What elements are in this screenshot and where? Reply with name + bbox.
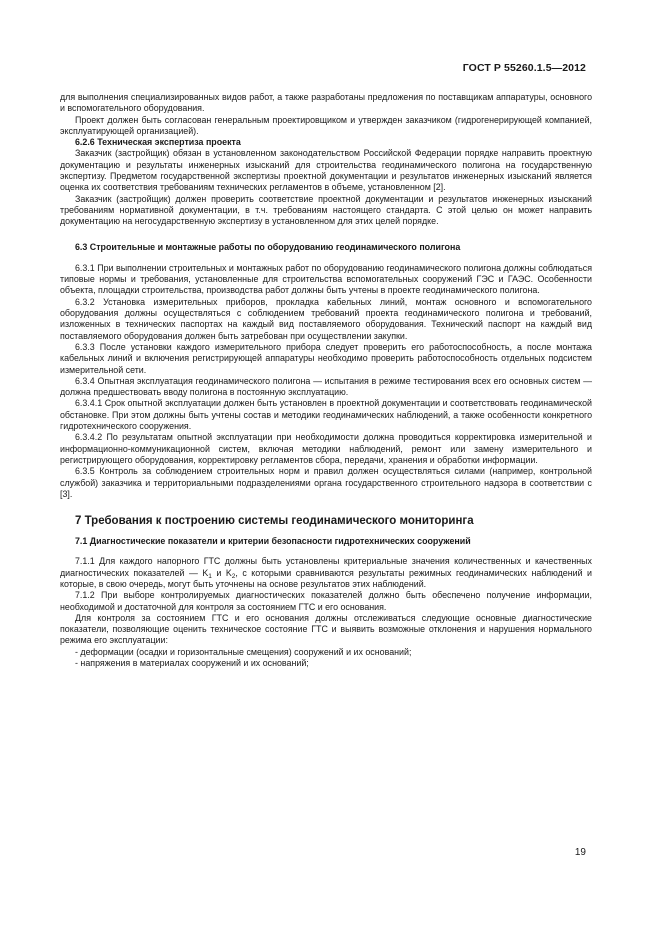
document-body bbox=[60, 92, 592, 669]
section-heading-7: 7 Требования к построению системы геодинамического мониторинга bbox=[75, 515, 474, 528]
standard-header: ГОСТ Р 55260.1.5—2012 bbox=[462, 62, 586, 74]
paragraph-6-3-4-2: 6.3.4.2 По результатам опытной эксплуатации при необходимости должна проводиться корректировка измерительной и информационно-коммуникационной систем, включая методики наблюдений, ремонт или замену измерительного и регистрирующего оборудования, корректировку регламентов сбора, передачи, хранения и обработки информации. bbox=[60, 432, 592, 465]
paragraph-6-3-3: 6.3.3 После установки каждого измерительного прибора следует проверить его работоспособность, а после монтажа кабельных линий и включения регистрирующей аппаратуры необходимо проверить работоспособность отдельных подсистем измерительной сети. bbox=[60, 341, 592, 375]
paragraph: Заказчик (застройщик) должен проверить соответствие проектной документации и результатов инженерных изысканий требованиям нормативной документации, в т.ч. требованиям настоящего стандарта. С этой целью он может направить документацию на негосударственную экспертизу в установленном для этих целей порядке. bbox=[60, 193, 592, 227]
paragraph-7-1-1: 7.1.1 Для каждого напорного ГТС должны быть установлены критериальные значения количественных и качественных диагностических показателей — $K_1$ и $K_2$, с которыми сравниваются результаты режимных геодинамических наблюдений и которые, в свою очередь, могут быть уточнены на основе результатов этих наблюдений. bbox=[60, 556, 592, 589]
paragraph-6-3-5: 6.3.5 Контроль за соблюдением строительных норм и правил должен осуществляться силами (например, контрольной службой) заказчика и территориальными подразделениями органа государственного строительного надзора в соответствии с [3]. bbox=[60, 466, 592, 499]
paragraph-7-1-2: 7.1.2 При выборе контролируемых диагностических показателей должно быть обеспечено получение информации, необходимой и достаточной для контроля за состоянием ГТС и его основания. bbox=[60, 590, 592, 612]
paragraph-6-3-1: 6.3.1 При выполнении строительных и монтажных работ по оборудованию геодинамического полигона должны соблюдаться типовые нормы и требования, установленные для строительства вспомогательных сооружений ГЭС и ГАЭС. Особенности объекта, площадки строительства, производства работ должны быть учтены в проекте геодинамического полигона. bbox=[60, 262, 592, 296]
paragraph-6-3-4-1: 6.3.4.1 Срок опытной эксплуатации должен быть установлен в проектной документации и соответствовать геодинамической обстановке. При этом должны быть учтены состав и методики геодинамических наблюдений, а также особенности конкретного гидротехнического сооружения. bbox=[60, 398, 592, 432]
page-number: 19 bbox=[574, 847, 586, 858]
list-item: - напряжения в материалах сооружений и их оснований; bbox=[75, 658, 309, 669]
paragraph-6-3-4: 6.3.4 Опытная эксплуатация геодинамического полигона — испытания в режиме тестирования всех его основных систем — должна предшествовать вводу полигона в постоянную эксплуатацию. bbox=[60, 375, 592, 398]
paragraph: Для контроля за состоянием ГТС и его основания должны отслеживаться следующие основные диагностические показатели, позволяющие оценить техническое состояние ГТС и выявить возможные отклонения и нарушения нормального режима его эксплуатации: bbox=[60, 612, 592, 646]
section-heading-6-3: 6.3 Строительные и монтажные работы по оборудованию геодинамического полигона bbox=[75, 241, 461, 252]
list-item: - деформации (осадки и горизонтальные смещения) сооружений и их оснований; bbox=[75, 646, 412, 657]
section-heading-6-2-6: 6.2.6 Техническая экспертиза проекта bbox=[75, 137, 241, 148]
paragraph-6-3-2: 6.3.2 Установка измерительных приборов, прокладка кабельных линий, монтаж основного и вспомогательного оборудования должны осуществляться с соблюдением требований проекта геодинамического полигона и требований, изложенных в технических паспортах на каждый вид поставляемого оборудования. Технический паспорт на каждый вид поставляемого оборудования должен быть затребован при осуществлении закупки. bbox=[60, 296, 592, 341]
section-heading-7-1: 7.1 Диагностические показатели и критерии безопасности гидротехнических сооружений bbox=[75, 536, 471, 547]
paragraph: Заказчик (застройщик) обязан в установленном законодательством Российской Федерации порядке направить проектную документацию и результаты инженерных изысканий для строительства геодинамического полигона на государственную экспертизу. Предметом государственной экспертизы проектной документации и результатов инженерных изысканий является оценка их соответствия требованиям технических регламентов в объеме, установленном [2]. bbox=[60, 148, 592, 193]
paragraph: Проект должен быть согласован генеральным проектировщиком и утвержден заказчиком (гидрогенерирующей компанией, эксплуатирующей организацией). bbox=[60, 114, 592, 136]
paragraph: для выполнения специализированных видов работ, а также разработаны предложения по поставщикам аппаратуры, основного и вспомогательного оборудования. bbox=[60, 92, 592, 114]
